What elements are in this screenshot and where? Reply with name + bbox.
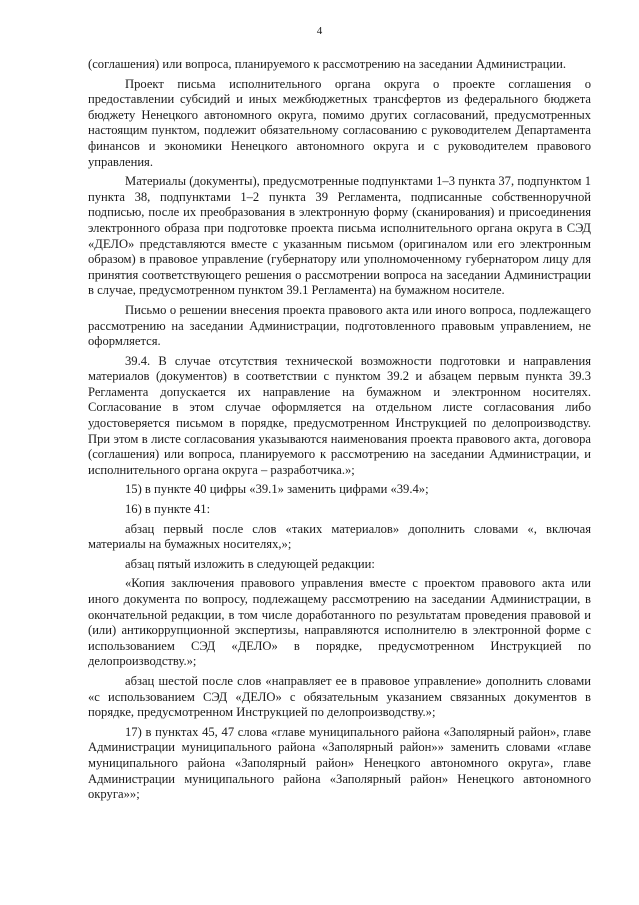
paragraph-10: «Копия заключения правового управления вместе с проектом правового акта или иного документа по вопросу, подлежащему рассмотрению на заседании Администрации, в окончательной редакции, в том числе доработанного по результатам проведения правовой и (или) антикоррупционной экспертизы, направляются исполнителю в электронной форме с использованием СЭД «ДЕЛО» в порядке, предусмотренном Инструкцией по делопроизводству.»; — [88, 576, 591, 669]
paragraph-2: Проект письма исполнительного органа округа о проекте соглашения о предоставлении субсидий и иных межбюджетных трансфертов из федерального бюджета бюджету Ненецкого автономного округа, помимо других согласований, предусмотренных настоящим пунктом, подлежит обязательному согласованию с руководителем Департамента финансов и экономики Ненецкого автономного округа и с руководителем правового управления. — [88, 76, 591, 169]
paragraph-9: абзац пятый изложить в следующей редакции: — [125, 556, 375, 571]
paragraph-12: 17) в пунктах 45, 47 слова «главе муниципального района «Заполярный район», главе Администрации муниципального района «Заполярный район»» заменить словами «главе муниципального района «Заполярный район» Ненецкого автономного округа», главе Администрации муниципального района «Заполярный район» Ненецкого автономного округа»»; — [88, 724, 591, 802]
paragraph-6: 15) в пункте 40 цифры «39.1» заменить цифрами «39.4»; — [125, 482, 429, 497]
document-body — [88, 57, 591, 803]
paragraph-7: 16) в пункте 41: — [125, 502, 211, 517]
paragraph-3: Материалы (документы), предусмотренные подпунктами 1–3 пункта 37, подпунктом 1 пункта 38, подпунктами 1–2 пункта 39 Регламента, подписанные собственноручной подписью, после их преобразования в электронную форму (сканирования) и присоединения электронного образа при подготовке проекта письма исполнительного органа округа в СЭД «ДЕЛО» представляются вместе с указанным письмом (оригиналом или его электронным образом) в правовое управление (губернатору или уполномоченному губернатором лицу для принятия соответствующего решения о рассмотрении вопроса на заседании Администрации в случае, предусмотренном пунктом 39.1 Регламента) на бумажном носителе. — [88, 174, 591, 298]
paragraph-1: (соглашения) или вопроса, планируемого к рассмотрению на заседании Администрации. — [88, 57, 567, 71]
page-number: 4 — [316, 25, 323, 37]
paragraph-8: абзац первый после слов «таких материалов» дополнить словами «, включая материалы на бумажных носителях,»; — [88, 521, 591, 552]
paragraph-4: Письмо о решении внесения проекта правового акта или иного вопроса, подлежащего рассмотрению на заседании Администрации, подготовленного правовым управлением, не оформляется. — [88, 302, 591, 349]
paragraph-5: 39.4. В случае отсутствия технической возможности подготовки и направления материалов (документов) в соответствии с пунктом 39.2 и абзацем первым пункта 39.3 Регламента допускается их направление на бумажном и электронном носителях. Согласование в этом случае оформляется на отдельном листе согласования либо удостоверяется письмом в порядке, предусмотренном Инструкцией по делопроизводству. При этом в листе согласования указываются наименования проекта правового акта, договора (соглашения) или вопроса, планируемого к рассмотрению на заседании Администрации, и исполнительного органа округа – разработчика.»; — [88, 353, 591, 477]
paragraph-11: абзац шестой после слов «направляет ее в правовое управление» дополнить словами «с использованием СЭД «ДЕЛО» с обязательным указанием связанных документов в порядке, предусмотренном Инструкцией по делопроизводству.»; — [88, 673, 591, 720]
